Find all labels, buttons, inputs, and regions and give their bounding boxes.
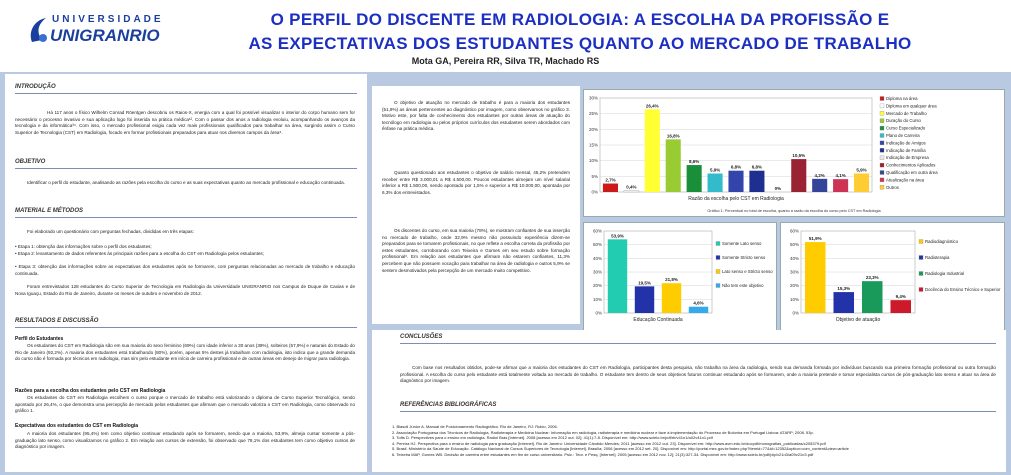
legend-swatch	[880, 156, 884, 160]
university-logo	[28, 14, 164, 54]
results-profile-text: Os estudantes do CST em Radiologia são em sua maioria do sexo feminino (69%) com idade inferior a 30 anos (39%), solteiros (57,9%) e naturais do Estado do Rio de Janeiro (92,2%). A maioria dos estudantes está trabalhando (80%), porém, apenas 5% destes já trabalham com radiologia, isto indica que a grande demanda do curso não é formada por técnicos em radiologia, mas sim pelo estudante em início de carreira profissional e de outras áreas em desejo de migrar para radiologia.	[15, 343, 355, 362]
y-tick-label: 30%	[588, 95, 598, 101]
y-tick-label: 0%	[591, 189, 598, 195]
legend-label: Indicação de Amigos	[886, 140, 926, 146]
legend-label: Outros	[886, 184, 899, 190]
legend-label: Qualificação em outra área	[886, 170, 938, 175]
legend-swatch	[880, 185, 884, 189]
bar	[624, 191, 639, 192]
bar	[662, 283, 681, 313]
bar	[791, 159, 806, 192]
legend-swatch	[716, 242, 720, 246]
x-axis-title: Objetivo de atuação	[835, 317, 881, 323]
legend-label: Conhecimentos Aplicados	[886, 162, 936, 168]
data-label: 9,4%	[895, 294, 906, 300]
data-label: 0%	[774, 186, 782, 191]
poster-title	[190, 8, 970, 56]
legend-label: Diploma na área	[886, 96, 918, 101]
divider	[15, 327, 357, 328]
legend-swatch	[880, 119, 884, 123]
legend-label: Lato senso e Stricto senso	[722, 269, 773, 274]
x-axis-title: Educação Continuada	[633, 317, 683, 323]
divider	[400, 343, 996, 344]
legend-label: Diploma em qualquer área	[886, 103, 937, 109]
data-label: 10,5%	[792, 153, 806, 159]
y-tick-label: 10%	[789, 296, 799, 302]
bar	[645, 109, 660, 192]
legend-label: Curso Especializado	[886, 125, 926, 131]
bar	[862, 281, 883, 313]
middle-column	[372, 86, 580, 324]
divider	[15, 217, 357, 218]
data-label: 15,3%	[837, 286, 851, 292]
legend-swatch	[880, 141, 884, 145]
bar	[635, 286, 654, 313]
results-subheading-reasons: Razões para a escolha dos estudantes pelo CST em Radiologia	[15, 388, 166, 394]
legend-label: Indicação de Empresa	[886, 155, 929, 161]
data-label: 23,3%	[865, 275, 879, 281]
chart-3-box	[780, 222, 1005, 342]
objective-text: Identificar o perfil do estudante, analisando as razões pela escolha do curso e as suas expectativas quanto ao mercado profissional e educação continuada.	[27, 180, 345, 185]
bar	[666, 139, 681, 192]
legend-swatch	[880, 178, 884, 182]
y-tick-label: 5%	[591, 173, 598, 179]
y-tick-label: 20%	[588, 126, 598, 132]
methods-heading: MATERIAL E MÉTODOS	[15, 208, 84, 214]
authors: Mota GA, Pereira RR, Silva TR, Machado RS	[411, 56, 600, 66]
legend-label: Indicação de Família	[886, 147, 926, 153]
legend-swatch	[880, 148, 884, 152]
legend-swatch	[919, 272, 923, 276]
methods-step-2: • Etapa 2: levantamento de dados referentes às principais razões para a escolha do CST em Radiologia pelos estudantes;	[15, 251, 264, 256]
reference-item: 1. Biasoli Júnior A. Manual de Posicionamento Radiográfico. Rio de Janeiro, RJ: Rubio, 2006.	[392, 424, 558, 429]
legend-label: Plano de Carreira	[886, 133, 920, 138]
y-tick-label: 30%	[789, 269, 799, 275]
intro-text: Há 117 anos o físico Wilhelm Conrad Röentgen descobriu os Raios-X, energia com a qual foi possível visualizar o interior do corpo humano sem for necessário o processo invasivo e sua aplicação logo foi inserida na prática médica¹². Com o passar dos anos a radiologia evoluiu, acompanhando os avanços da tecnologia e da informática³⁴. Com isso, o mercado profissional exigiu cada vez mais profissionais qualificados para trabalhar na área, surgindo assim o Curso Superior de Tecnologia (CST) em Radiologia, focado em formar profissionais preparados para atuar nos diversos campos da área⁵.	[15, 110, 355, 135]
reference-item: 5. Brasil. Ministério da Saúde de Educação. Catálogo Nacional de Cursos Superiores de Tecnologia [Internet]. Brasília; 2006 [acesso em 2012 set. 20]. Disponível em: http://portal.mec.gov.br/index.php?Itemid=77&id=12352&option=com_content&view=article	[392, 446, 849, 452]
legend-swatch	[880, 134, 884, 138]
methods-step-3: • Etapa 3: obtenção das informações sobre as expectativas dos estudantes após se formarem, com perguntas relacionadas ao mercado de trabalho e educação continuada.	[15, 264, 355, 276]
methods-step-1: • Etapa 1: obtenção das informações sobre o perfil dos estudantes;	[15, 244, 152, 249]
legend-swatch	[880, 111, 884, 115]
data-label: 0,4%	[626, 184, 637, 190]
bar	[854, 174, 869, 192]
chart-3	[781, 223, 1004, 341]
bar	[805, 242, 826, 313]
data-label: 19,5%	[638, 280, 651, 286]
legend-label: Somente Lato senso	[722, 241, 762, 246]
data-label: 8,6%	[689, 159, 700, 165]
legend-swatch	[880, 126, 884, 130]
chart-2-box	[583, 222, 777, 342]
title-line-1: O PERFIL DO DISCENTE EM RADIOLOGIA: A ESCOLHA DA PROFISSÃO E	[270, 10, 890, 29]
results-expectations-text: A maioria dos estudantes (95,4%) tem como objetivo continuar estudando após se formarem, sendo que a maioria, 53,9%, almeja cursar somente a pós-graduação lato senso, como visualizamos no gráfico 2. Em relação aos cursos de extensão, foi observado que 78,1% dos estudantes tem como objetivo cursos de diagnóstico por imagem.	[15, 431, 355, 450]
bar	[728, 171, 743, 192]
y-tick-label: 50%	[789, 242, 799, 248]
y-tick-label: 60%	[789, 228, 799, 234]
chart-1	[584, 90, 1004, 216]
methods-sample-text: Foram entrevistados 128 estudantes do Curso Superior de Tecnologia em Radiologia da Universidade UNIGRANRIO nos Campus de Duque de Caxias e de Nova Iguaçu, Estado do Rio de Janeiro, durante os meses de outubro e novembro de 2012.	[15, 284, 355, 296]
conclusions-text: Com base nos resultados obtidos, pode-se afirmar que a maioria dos estudantes do CST em Radiologia, participantes desta pesquisa, não trabalha na área da radiologia, sendo sua demanda formada por indivíduos buscando sua primeira formação profissional ou outra formação profissional. A escolha do curso pelo estudante está totalmente voltada ao mercado de trabalho. O estudante tem dentro de seus objetivos futuros continuar estudando após se formarem, onde a maioria pretende e tomar especialista cursos de pós-graduação lato senso e atuar na área de diagnóstico por imagem.	[400, 365, 996, 384]
legend-swatch	[880, 104, 884, 108]
middle-text-2: Quanto questionado aos estudantes o objetivo de salário mensal, 45,2% pretendem receber entre R$ 3.000,01 a R$ 4.500,00. Poucos estudantes almejam um nível salarial inferior a R$ 1.500,00, sendo apontado por 1,5% e superior a R$ 10.000,00, apontada por 6,3% dos entrevistados.	[382, 170, 570, 195]
bottom-column	[372, 330, 1006, 472]
divider	[15, 93, 357, 94]
data-label: 6,8%	[751, 164, 763, 170]
references-list	[392, 424, 998, 458]
logo-swirl-icon	[28, 16, 50, 46]
intro-heading: INTRODUÇÃO	[15, 84, 56, 90]
data-label: 21,8%	[665, 277, 678, 283]
data-label: 53,9%	[611, 233, 624, 239]
bar	[833, 292, 854, 313]
conclusions-heading: CONCLUSÕES	[400, 334, 443, 340]
reference-item: 2. Associação Portuguesa dos Técnicos de Radiologia, Radioterapia e Medicina Nuclear: Informação em radiologia, radioterapia e medicina nuclear e face à implementação do Processo de Bolonha em Portugal Lisboa: ATARP; 2008. 53p.	[392, 429, 814, 435]
bar	[687, 165, 702, 192]
y-tick-label: 15%	[588, 142, 598, 148]
y-tick-label: 20%	[789, 283, 799, 289]
y-tick-label: 60%	[592, 228, 602, 234]
data-label: 6,8%	[730, 164, 742, 170]
legend-swatch	[716, 256, 720, 260]
reference-item: 6. Teixeira MAP, Gomes WB. Decisão de carreira entre estudantes em fim de curso universitário. Psic.: Teor. e Pesq. [Internet]. 2005 [acesso em 2012 nov. 12]; 21(3):327-34. Disponível em: http://www.scielo.br/pdf/ptp/v21n3/a09v21n3.pdf	[392, 451, 814, 457]
middle-text-3: Os discentes do curso, em sua maioria (78%), se mostram confiantes de sua inserção no mercado de trabalho, onde 32,9% mesmo não possuindo experiência dizem-se preparados para se tornarem profissionais, no que reflete a escolha correta da profissão por estes estudantes, corroborando com Teixeira e Gomes em seu estudo sobre formação profissional⁶. Em relação aos estudantes que afirmam não estarem confiantes, 11,3% percebem que não possuem vocação para trabalhar na área de radiologia e outros 5,9% se sentem desmotivados pela percepção de um mercado muito competitivo.	[382, 228, 570, 273]
y-tick-label: 30%	[592, 269, 602, 275]
methods-text: Foi elaborado um questionário com perguntas fechadas, divididas em três etapas:	[27, 229, 195, 234]
data-label: 2,7%	[605, 177, 616, 183]
references-heading: REFERÊNCIAS BIBLIOGRÁFICAS	[400, 402, 497, 408]
data-label: 26,4%	[645, 103, 659, 109]
reference-item: 4. Pereira HJ. Perspectiva para o ensino de radiologia para graduação [Internet]. Rio de Janeiro: Universidade Cândido Mendes; 2011 [acesso em 2012 out. 23]. Disponível em: http://www.avm.edu.br/docpdf/monografias_publicadas/c205379.pdf	[392, 440, 826, 446]
logo-top-text: UNIVERSIDADE	[52, 14, 164, 25]
legend-swatch	[919, 240, 923, 244]
legend-label: Radioterapia	[925, 255, 950, 260]
data-label: 4,1%	[835, 173, 846, 179]
results-heading: RESULTADOS E DISCUSSÃO	[15, 318, 99, 324]
data-label: 51,9%	[808, 236, 822, 242]
data-label: 4,6%	[693, 300, 704, 306]
bar	[833, 179, 848, 192]
legend-swatch	[919, 288, 923, 292]
y-tick-label: 40%	[592, 255, 602, 261]
legend-label: Radiologia Industrial	[925, 271, 964, 276]
legend-label: Docência do Ensino Técnico e Superior	[925, 287, 1001, 292]
bar	[749, 171, 764, 192]
data-label: 16,8%	[666, 133, 680, 139]
legend-label: Duração do Curso	[886, 118, 921, 124]
bar	[689, 307, 708, 313]
chart-2	[584, 223, 776, 341]
bar	[708, 174, 723, 192]
title-line-2: AS EXPECTATIVAS DOS ESTUDANTES QUANTO AO MERCADO DE TRABALHO	[248, 34, 912, 53]
bar	[890, 300, 911, 313]
legend-label: Mercado de Trabalho	[886, 110, 927, 116]
y-tick-label: 25%	[588, 111, 598, 117]
divider	[15, 168, 357, 169]
results-reasons-text: Os estudantes do CST em Radiologia escolhem o curso porque o mercado de trabalho está valorizando o diploma de Curso Superior Tecnológico, sendo apontado por 26,4%, o que demonstra uma percepção de mercado pelos estudantes que afirmam que o mercado valoriza o CST em Radiologia, como observado no gráfico 1.	[15, 395, 355, 414]
data-label: 5,9%	[709, 167, 721, 173]
left-column	[5, 74, 367, 472]
logo-main-text: UNIGRANRIO	[50, 26, 160, 45]
legend-label: Somente Stricto senso	[722, 255, 766, 260]
data-label: 5,9%	[856, 167, 867, 173]
data-label: 4,2%	[814, 172, 825, 178]
bar	[603, 184, 618, 192]
y-tick-label: 20%	[592, 283, 602, 289]
reference-item: 3. Tofts D. Perspectives para o ensino em radiologia. Radiol Bras [Internet]. 2008 [acesso em 2012 out. 02]; 41(1):7-8. Disponível em: http://www.scielo.br/pdf/rb/v41n1/a02v41n1.pdf	[392, 435, 713, 441]
divider	[400, 411, 996, 412]
y-tick-label: 10%	[592, 296, 602, 302]
chart-caption: Gráfico 1: Percentual no total de escolha, quanto a razão da escolha do curso pelo CST em Radiologia	[707, 209, 881, 213]
legend-swatch	[880, 97, 884, 101]
legend-swatch	[919, 256, 923, 260]
y-tick-label: 0%	[595, 310, 602, 316]
legend-swatch	[880, 171, 884, 175]
chart-1-box	[583, 89, 1005, 217]
y-tick-label: 0%	[792, 310, 799, 316]
legend-swatch	[716, 284, 720, 288]
y-tick-label: 50%	[592, 242, 602, 248]
legend-label: Não tem este objetivo	[722, 283, 764, 288]
middle-text-1: O objetivo de atuação no mercado de trabalho é para a maioria dos estudantes (51,9%) as áreas pertencentes ao diagnóstico por imagem, como observamos no gráfico 3. Motivo este, por falta de conhecimento dos estudantes por outras áreas de atuação do tecnólogo em radiologia ou pelos próprios currículos dos estudantes serem abordados com ênfase na prática médica.	[382, 100, 570, 132]
legend-swatch	[716, 270, 720, 274]
bar	[608, 239, 627, 313]
y-tick-label: 10%	[588, 158, 598, 164]
poster-header	[0, 0, 1011, 72]
results-subheading-expectations: Expectativas dos estudantes do CST em Radiologia	[15, 423, 139, 429]
results-subheading-profile: Perfil do Estudantes	[15, 336, 64, 342]
bar	[812, 179, 827, 192]
y-tick-label: 40%	[789, 255, 799, 261]
legend-label: Radiodiagnóstico	[925, 239, 958, 244]
objective-heading: OBJETIVO	[15, 159, 46, 165]
x-axis-title: Razão da escolha pelo CST em Radiologia	[688, 196, 784, 202]
legend-label: Atualização na área	[886, 177, 924, 183]
legend-swatch	[880, 163, 884, 167]
